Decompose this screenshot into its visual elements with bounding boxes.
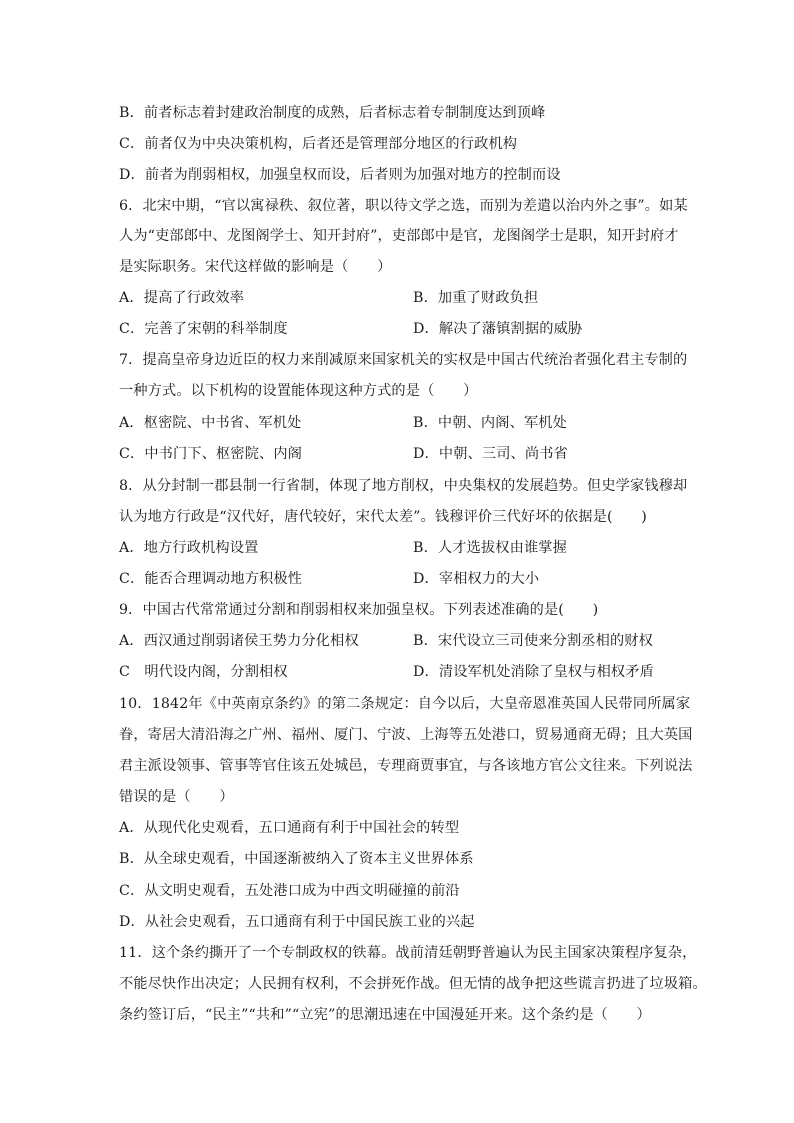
q5-option-c: C．前者仅为中央决策机构，后者还是管理部分地区的行政机构 [119,136,518,152]
q9-option-c: C 明代设内阁，分割相权 [119,664,288,680]
q11-stem-line1: 11．这个条约撕开了一个专制政权的铁幕。战前清廷朝野普遍认为民主国家决策程序复杂， [119,945,697,961]
q10-stem-line3: 君主派设领事、管事等官住该五处城邑，专理商贾事宜，与各该地方官公文往来。下列说法 [119,758,693,774]
q10-option-b: B．从全球史观看，中国逐渐被纳入了资本主义世界体系 [119,851,474,867]
q6-stem-line3: 是实际职务。宋代这样做的影响是（ ） [119,259,392,275]
q10-option-a: A．从现代化史观看，五口通商有利于中国社会的转型 [119,820,460,836]
q7-stem-line2: 一种方式。以下机构的设置能体现这种方式的是（ ） [119,383,478,399]
q8-option-c: C．能否合理调动地方积极性 [119,571,303,587]
q6-option-a: A．提高了行政效率 [119,290,245,306]
q8-option-a: A．地方行政机构设置 [119,540,259,556]
q8-stem-line1: 8．从分封制一郡县制一行省制，体现了地方削权，中央集权的发展趋势。但史学家钱穆却 [119,478,688,494]
q10-option-d: D．从社会史观看，五口通商有利于中国民族工业的兴起 [119,914,475,930]
q7-option-a: A．枢密院、中书省、军机处 [119,415,302,431]
q7-option-b: B．中朝、内阁、军机处 [413,415,567,431]
q7-stem-line1: 7．提高皇帝身边近臣的权力来削减原来国家机关的实权是中国古代统治者强化君主专制的 [119,352,688,368]
q11-stem-line2: 不能尽快作出决定；人民拥有权利，不会拼死作战。但无情的战争把这些谎言扔进了垃圾箱。 [119,976,707,992]
q9-stem-line1: 9．中国古代常常通过分割和削弱相权来加强皇权。下列表述准确的是( ) [119,602,599,618]
q10-option-c: C．从文明史观看，五处港口成为中西文明碰撞的前沿 [119,883,460,899]
q9-option-a: A．西汉通过削弱诸侯王势力分化相权 [119,633,359,649]
q9-option-d: D．清设军机处消除了皇权与相权矛盾 [413,664,654,680]
q6-stem-line2: 人为“吏部郎中、龙图阁学士、知开封府”，吏部郎中是官，龙图阁学士是职，知开封府才 [119,228,679,244]
q9-option-b: B．宋代设立三司使来分割丞相的财权 [413,633,653,649]
q7-option-c: C．中书门下、枢密院、内阁 [119,446,303,462]
q5-option-d: D．前者为削弱相权，加强皇权而设，后者则为加强对地方的控制而设 [119,167,561,183]
q6-stem-line1: 6．北宋中期，“官以寓禄秩、叙位著，职以待文学之选，而别为差遣以治内外之事”。如某 [119,198,688,214]
q6-option-b: B．加重了财政负担 [413,290,539,306]
q10-stem-line4: 错误的是（ ） [119,789,234,805]
q5-option-b: B．前者标志着封建政治制度的成熟，后者标志着专制制度达到顶峰 [119,105,546,121]
q6-option-d: D．解决了藩镇割据的威胁 [413,321,583,337]
q10-stem-line2: 眷，寄居大清沿海之广州、福州、厦门、宁波、上海等五处港口，贸易通商无碍；且大英国 [119,727,693,743]
q10-stem-line1: 10．1842年《中英南京条约》的第二条规定：自今以后，大皇帝恩准英国人民带同所属家 [119,696,691,712]
q11-stem-line3: 条约签订后，“民主”“共和”“立宪”的思潮迅速在中国漫延开来。这个条约是（ ） [119,1007,651,1023]
q8-stem-line2: 认为地方行政是“汉代好，唐代较好，宋代太差”。钱穆评价三代好坏的依据是( ) [119,509,647,525]
q7-option-d: D．中朝、三司、尚书省 [413,446,568,462]
q8-option-b: B．人才选拔权由谁掌握 [413,540,567,556]
q8-option-d: D．宰相权力的大小 [413,571,540,587]
q6-option-c: C．完善了宋朝的科举制度 [119,321,288,337]
